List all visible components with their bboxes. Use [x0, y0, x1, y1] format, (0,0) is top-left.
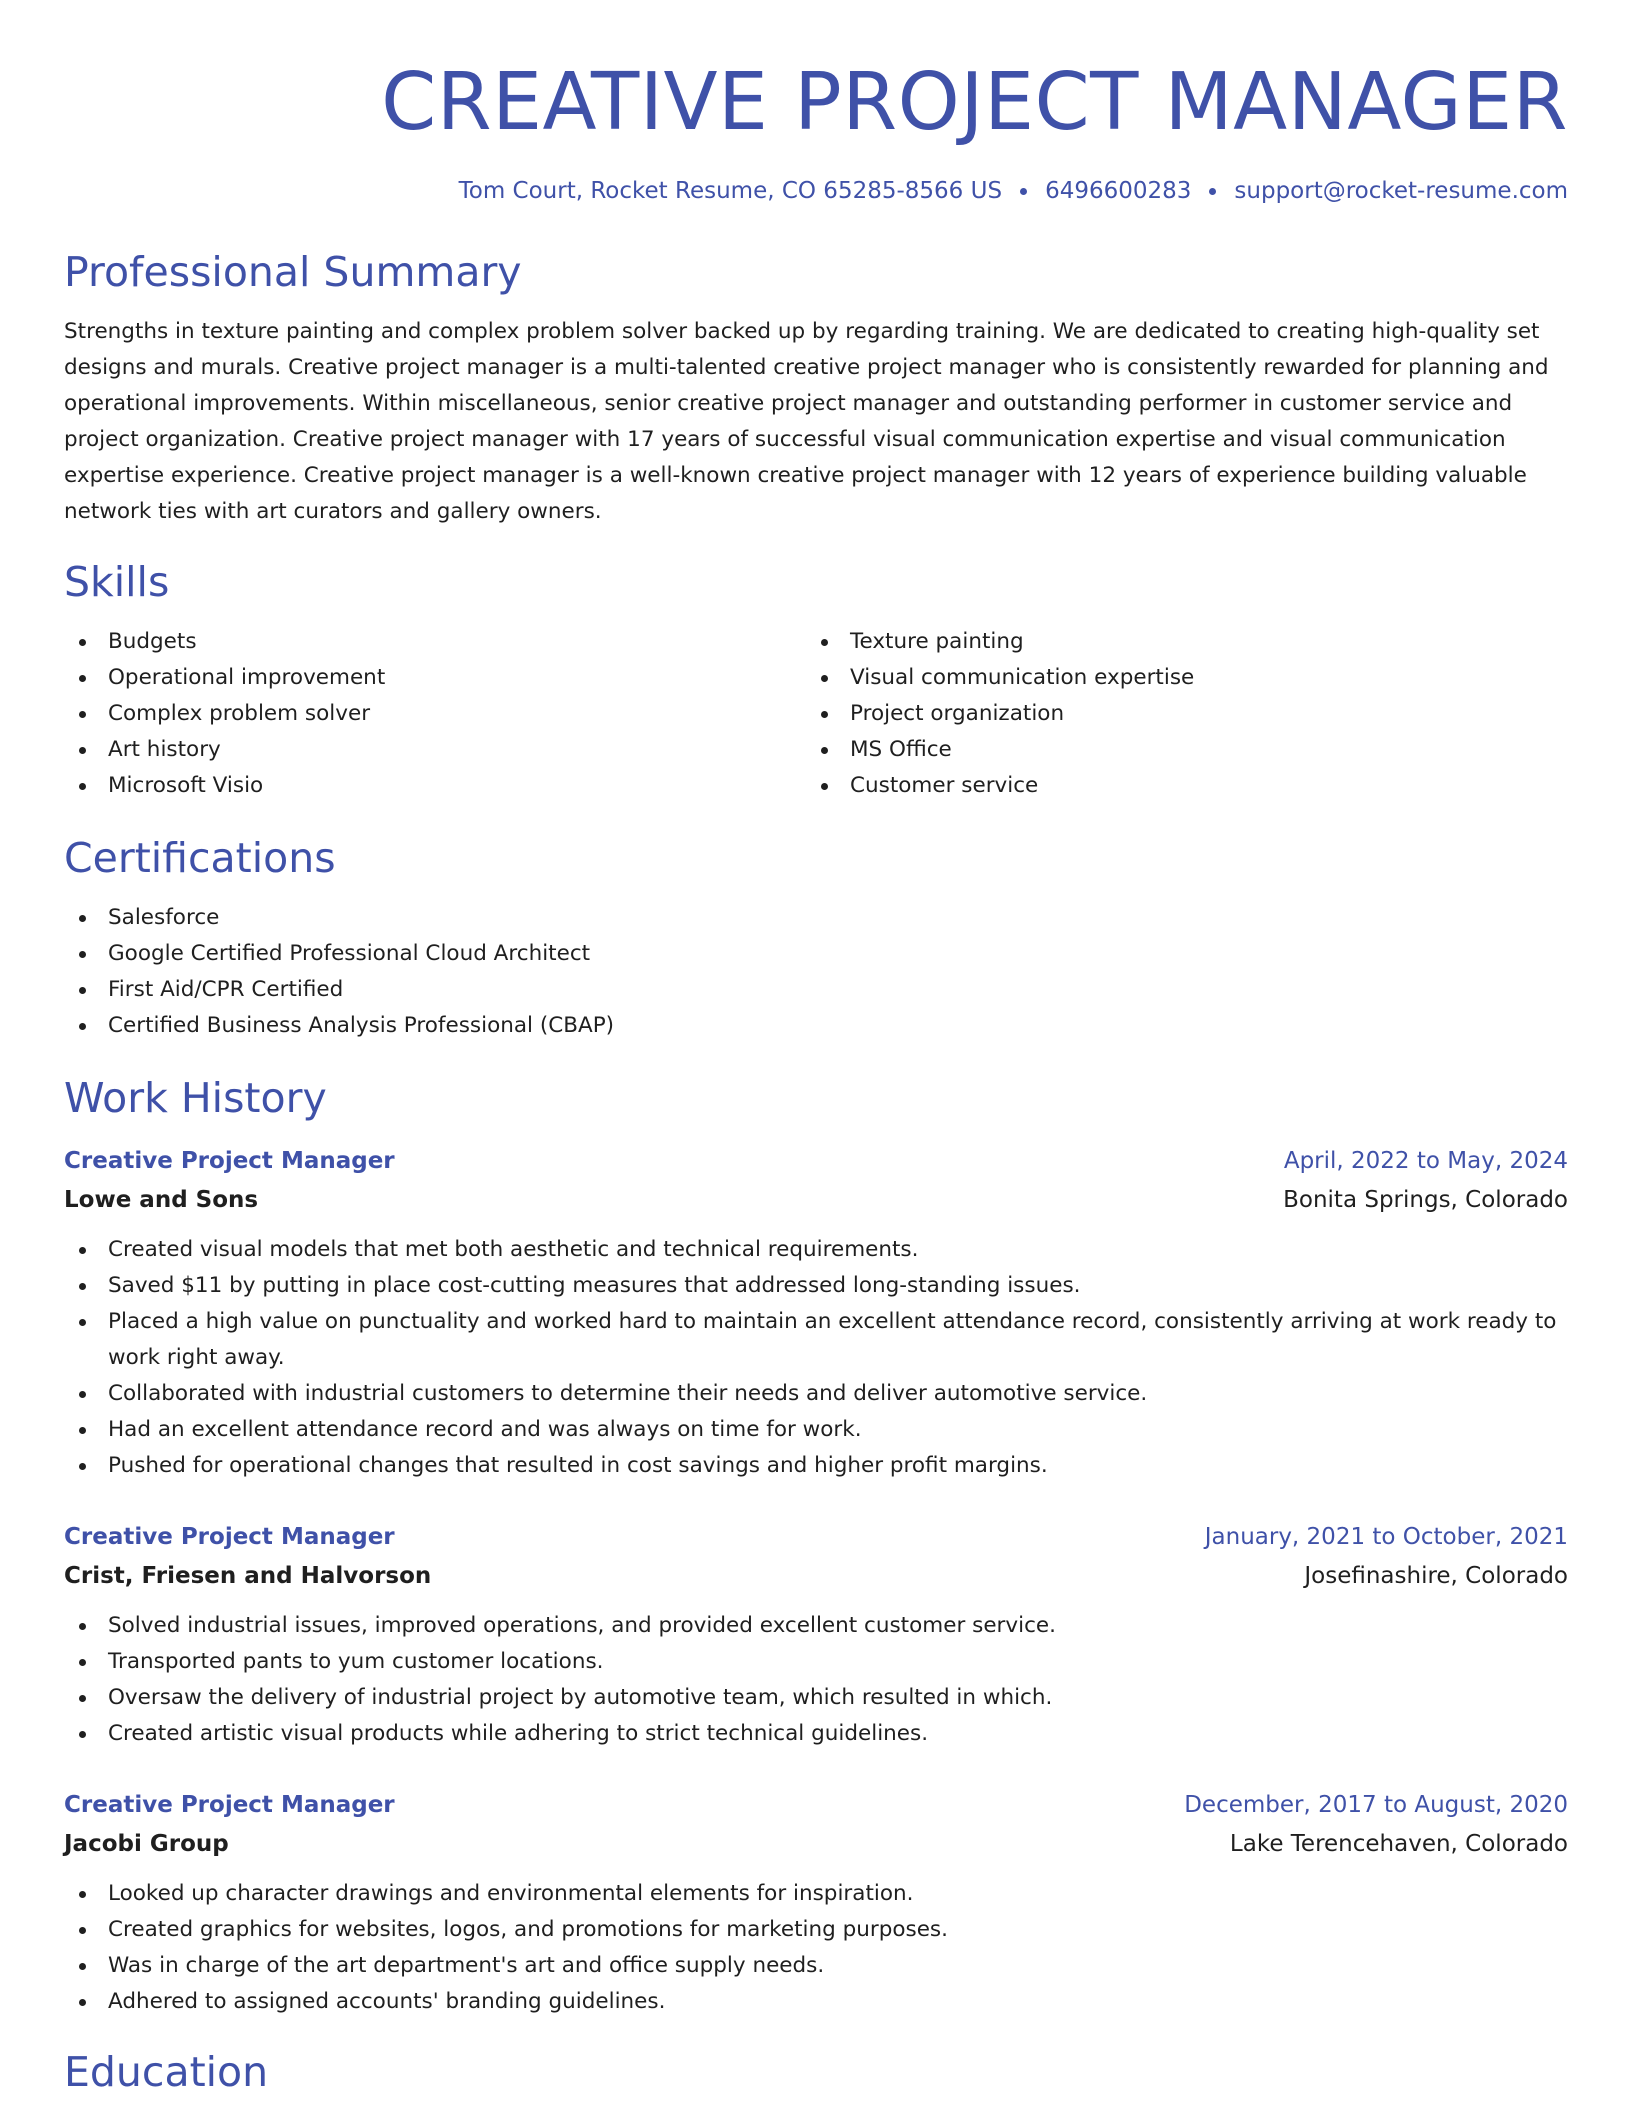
job-bullet: Created graphics for websites, logos, and promotions for marketing purposes.: [64, 1912, 1568, 1948]
job-bullets: [64, 1876, 1568, 2020]
job-bullet: Oversaw the delivery of industrial project by automotive team, which resulted in which.: [64, 1680, 1568, 1716]
job-entry: [64, 1518, 1568, 1752]
job-company: Jacobi Group: [64, 1831, 229, 1857]
skill-item: Microsoft Visio: [64, 768, 806, 804]
skill-item: Operational improvement: [64, 660, 806, 696]
skill-item: Texture painting: [806, 624, 1548, 660]
certification-item: Salesforce: [64, 900, 1568, 936]
job-header-row: [64, 1518, 1568, 1556]
certification-item: Certified Business Analysis Professional (CBAP): [64, 1008, 1568, 1044]
job-dates: April, 2022 to May, 2024: [1283, 1148, 1568, 1174]
job-bullet: Created artistic visual products while adhering to strict technical guidelines.: [64, 1716, 1568, 1752]
skill-item: Customer service: [806, 768, 1548, 804]
separator-dot: [1209, 188, 1216, 195]
job-role: Creative Project Manager: [64, 1524, 395, 1550]
certification-item: First Aid/CPR Certified: [64, 972, 1568, 1008]
skill-item: Project organization: [806, 696, 1548, 732]
skills-list-right: [806, 624, 1548, 804]
certifications-list: [64, 900, 1568, 1044]
job-bullet: Looked up character drawings and environmental elements for inspiration.: [64, 1876, 1568, 1912]
job-bullet: Placed a high value on punctuality and worked hard to maintain an excellent attendance record, consistently arriving at work ready to work right away.: [64, 1304, 1568, 1376]
job-header-row: [64, 1142, 1568, 1180]
job-entry: [64, 1142, 1568, 1484]
job-company-row: [64, 1824, 1568, 1864]
section-title-summary: Professional Summary: [64, 248, 522, 296]
section-title-skills: Skills: [64, 558, 170, 606]
job-dates: January, 2021 to October, 2021: [1204, 1524, 1568, 1550]
skills-list-left: [64, 624, 806, 804]
document-title: CREATIVE PROJECT MANAGER: [381, 56, 1568, 148]
job-bullets: [64, 1232, 1568, 1484]
job-entry: [64, 1786, 1568, 2020]
skill-item: Budgets: [64, 624, 806, 660]
job-company: Lowe and Sons: [64, 1187, 259, 1213]
job-role: Creative Project Manager: [64, 1148, 395, 1174]
job-company-row: [64, 1556, 1568, 1596]
job-role: Creative Project Manager: [64, 1792, 395, 1818]
section-title-work-history: Work History: [64, 1074, 327, 1122]
job-company-row: [64, 1180, 1568, 1220]
job-bullet: Created visual models that met both aesthetic and technical requirements.: [64, 1232, 1568, 1268]
separator-dot: [1020, 188, 1027, 195]
skill-item: Visual communication expertise: [806, 660, 1548, 696]
job-location: Lake Terencehaven, Colorado: [1229, 1831, 1568, 1857]
contact-phone: 6496600283: [1045, 178, 1192, 204]
job-bullet: Solved industrial issues, improved operations, and provided excellent customer service.: [64, 1608, 1568, 1644]
job-bullet: Adhered to assigned accounts' branding guidelines.: [64, 1984, 1568, 2020]
contact-address: Tom Court, Rocket Resume, CO 65285-8566 US: [458, 178, 1003, 204]
job-location: Josefinashire, Colorado: [1304, 1563, 1568, 1589]
job-bullets: [64, 1608, 1568, 1752]
job-bullet: Pushed for operational changes that resulted in cost savings and higher profit margins.: [64, 1448, 1568, 1484]
summary-text: Strengths in texture painting and complex problem solver backed up by regarding training. We are dedicated to creating high-quality set designs and murals. Creative project manager is a multi-talented creative project manager who is consistently rewarded for planning and operational improvements. Within miscellaneous, senior creative project manager and outstanding performer in customer service and project organization. Creative project manager with 17 years of successful visual communication expertise and visual communication expertise experience. Creative project manager is a well-known creative project manager with 12 years of experience building valuable network ties with art curators and gallery owners.: [64, 319, 1549, 524]
section-title-education: Education: [64, 2048, 269, 2096]
contact-email[interactable]: support@rocket-resume.com: [1234, 178, 1568, 204]
job-bullet: Was in charge of the art department's art and office supply needs.: [64, 1948, 1568, 1984]
job-location: Bonita Springs, Colorado: [1283, 1187, 1568, 1213]
job-bullet: Saved $11 by putting in place cost-cutting measures that addressed long-standing issues.: [64, 1268, 1568, 1304]
skills-columns: [64, 624, 1568, 804]
section-title-certifications: Certifications: [64, 834, 336, 882]
job-bullet: Collaborated with industrial customers to determine their needs and deliver automotive service.: [64, 1376, 1568, 1412]
job-header-row: [64, 1786, 1568, 1824]
skill-item: MS Office: [806, 732, 1548, 768]
job-bullet: Had an excellent attendance record and was always on time for work.: [64, 1412, 1568, 1448]
job-company: Crist, Friesen and Halvorson: [64, 1563, 432, 1589]
certification-item: Google Certified Professional Cloud Architect: [64, 936, 1568, 972]
job-bullet: Transported pants to yum customer locations.: [64, 1644, 1568, 1680]
skill-item: Complex problem solver: [64, 696, 806, 732]
contact-line: [64, 178, 1568, 204]
job-dates: December, 2017 to August, 2020: [1184, 1792, 1568, 1818]
skill-item: Art history: [64, 732, 806, 768]
